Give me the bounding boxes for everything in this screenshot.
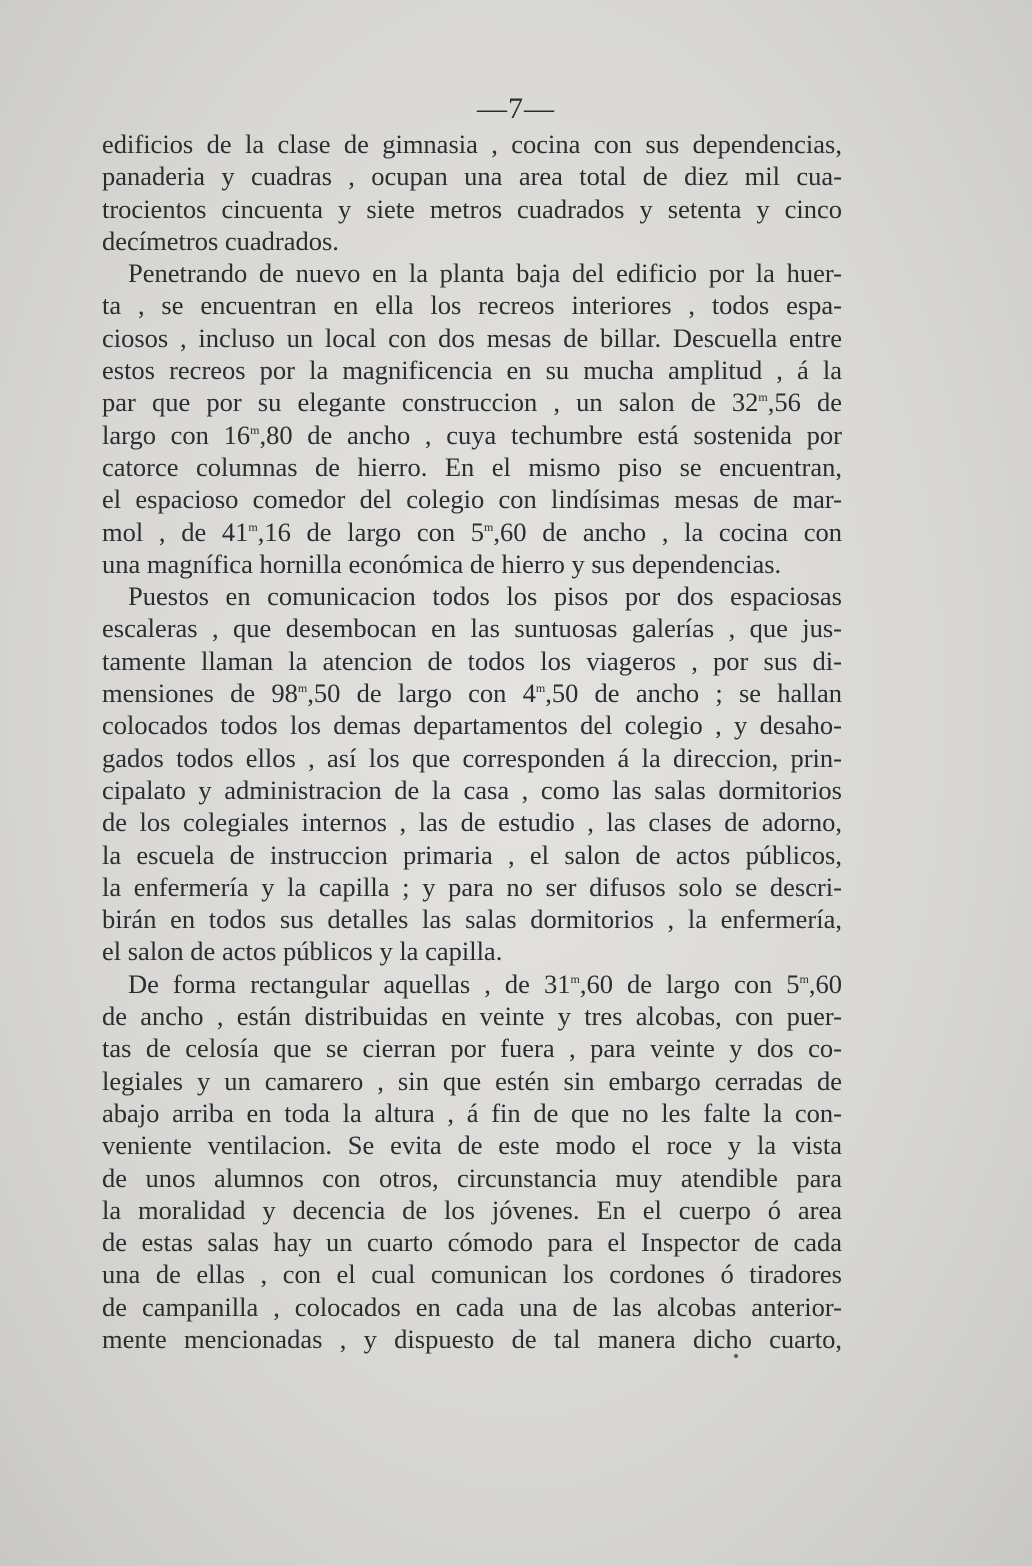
text-line: par que por su elegante construccion , un salon de 32$^m$,56 de bbox=[102, 387, 842, 418]
text-line: abajo arriba en toda la altura , á fin de que no les falte la con- bbox=[102, 1097, 842, 1128]
text-line: mensiones de 98$^m$,50 de largo con 4$^m$,50 de ancho ; se hallan bbox=[102, 678, 842, 709]
text-line: estos recreos por la magnificencia en su mucha amplitud , á la bbox=[102, 355, 842, 386]
text-line: escaleras , que desembocan en las suntuosas galerías , que jus- bbox=[102, 613, 842, 644]
text-line: veniente ventilacion. Se evita de este modo el roce y la vista bbox=[102, 1130, 842, 1161]
text-line: trocientos cincuenta y siete metros cuadrados y setenta y cinco bbox=[102, 193, 842, 224]
text-line: Penetrando de nuevo en la planta baja del edificio por la huer- bbox=[128, 258, 842, 289]
text-line: panaderia y cuadras , ocupan una area total de diez mil cua- bbox=[102, 161, 842, 192]
text-line: colocados todos los demas departamentos del colegio , y desaho- bbox=[102, 710, 842, 741]
text-line: una magnífica hornilla económica de hierro y sus dependencias. bbox=[102, 548, 782, 579]
page-number: —7— bbox=[477, 92, 555, 125]
text-line: largo con 16$^m$,80 de ancho , cuya techumbre está sostenida por bbox=[102, 419, 842, 450]
text-line: legiales y un camarero , sin que estén sin embargo cerradas de bbox=[102, 1065, 842, 1096]
text-line: gados todos ellos , así los que corresponden á la direccion, prin- bbox=[102, 742, 842, 773]
text-line: ciosos , incluso un local con dos mesas de billar. Descuella entre bbox=[102, 322, 842, 353]
text-line: edificios de la clase de gimnasia , cocina con sus dependencias, bbox=[102, 129, 842, 159]
text-line: de unos alumnos con otros, circunstancia muy atendible para bbox=[102, 1162, 842, 1193]
text-line: catorce columnas de hierro. En el mismo piso se encuentran, bbox=[102, 451, 842, 482]
body-text bbox=[102, 128, 842, 1355]
text-line: la enfermería y la capilla ; y para no ser difusos solo se descri- bbox=[102, 871, 842, 902]
text-line: de estas salas hay un cuarto cómodo para el Inspector de cada bbox=[102, 1227, 842, 1258]
text-line: cipalato y administracion de la casa , como las salas dormitorios bbox=[102, 774, 842, 805]
text-line: de ancho , están distribuidas en veinte y tres alcobas, con puer- bbox=[102, 1001, 842, 1032]
text-line: la moralidad y decencia de los jóvenes. En el cuerpo ó area bbox=[102, 1194, 842, 1225]
ink-speck bbox=[734, 1354, 738, 1358]
text-line: la escuela de instruccion primaria , el salon de actos públicos, bbox=[102, 839, 842, 870]
text-line: birán en todos sus detalles las salas dormitorios , la enfermería, bbox=[102, 904, 842, 935]
text-line: el espacioso comedor del colegio con lindísimas mesas de mar- bbox=[102, 484, 842, 515]
text-line: tamente llaman la atencion de todos los viageros , por sus di- bbox=[102, 645, 842, 676]
text-line: una de ellas , con el cual comunican los cordones ó tiradores bbox=[102, 1259, 842, 1290]
text-line: mol , de 41$^m$,16 de largo con 5$^m$,60 de ancho , la cocina con bbox=[102, 516, 842, 547]
text-line: el salon de actos públicos y la capilla. bbox=[102, 936, 503, 967]
text-line: ta , se encuentran en ella los recreos interiores , todos espa- bbox=[102, 290, 842, 321]
text-line: tas de celosía que se cierran por fuera , para veinte y dos co- bbox=[102, 1033, 842, 1064]
text-line: Puestos en comunicacion todos los pisos por dos espaciosas bbox=[128, 581, 842, 612]
text-line: de los colegiales internos , las de estudio , las clases de adorno, bbox=[102, 807, 842, 838]
text-line: De forma rectangular aquellas , de 31$^m$,60 de largo con 5$^m$,60 bbox=[128, 968, 842, 999]
text-line: de campanilla , colocados en cada una de las alcobas anterior- bbox=[102, 1291, 842, 1322]
text-line: mente mencionadas , y dispuesto de tal manera dicho cuarto, bbox=[102, 1323, 842, 1354]
text-line: decímetros cuadrados. bbox=[102, 225, 339, 256]
